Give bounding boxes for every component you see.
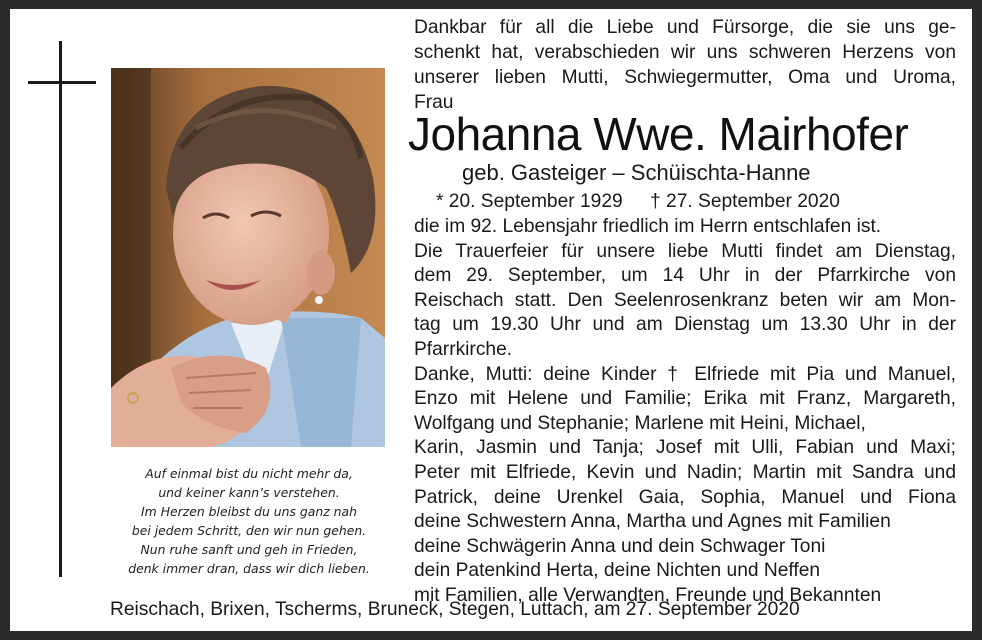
body-line: tag um 19.30 Uhr und am Dienstag um 13.30 Uhr in der <box>414 314 956 336</box>
body-line: Die Trauerfeier für unsere liebe Mutti findet am Dienstag, <box>414 240 956 262</box>
body-line: deine Schwägerin Anna und dein Schwager Toni <box>414 535 826 557</box>
body-line: Patrick, deine Urenkel Gaia, Sophia, Manuel und Fiona <box>414 486 956 508</box>
body-line: dem 29. September, um 14 Uhr in der Pfarrkirche von <box>414 265 956 287</box>
poem <box>117 464 381 578</box>
birth-date: * 20. September 1929 <box>436 191 623 212</box>
announcement-body <box>414 215 956 609</box>
body-line: Pfarrkirche. <box>414 338 513 360</box>
deceased-name: Johanna Wwe. Mairhofer <box>408 108 909 160</box>
portrait-photo <box>111 68 385 447</box>
body-line: Enzo mit Helene und Familie; Erika mit Franz, Margareth, <box>414 388 956 410</box>
body-line: Danke, Mutti: deine Kinder † Elfriede mit Pia und Manuel, <box>414 363 956 385</box>
body-line: Peter mit Elfriede, Kevin und Nadin; Martin mit Sandra und <box>414 461 956 483</box>
life-dates <box>436 189 840 214</box>
intro-line: unserer lieben Mutti, Schwiegermutter, Oma und Uroma, <box>414 67 956 88</box>
body-line: Karin, Jasmin und Tanja; Josef mit Ulli, Fabian und Maxi; <box>414 437 956 459</box>
poem-line: Auf einmal bist du nicht mehr da, <box>145 466 353 481</box>
body-line: deine Schwestern Anna, Martha und Agnes mit Familien <box>414 511 891 533</box>
body-line: die im 92. Lebensjahr friedlich im Herrn entschlafen ist. <box>414 216 882 237</box>
body-line: Wolfgang und Stephanie; Marlene mit Heini, Michael, <box>414 412 866 434</box>
body-line: dein Patenkind Herta, deine Nichten und Neffen <box>414 560 821 582</box>
places-and-date: Reischach, Brixen, Tscherms, Bruneck, Stegen, Luttach, am 27. September 2020 <box>110 599 800 620</box>
birth-name: geb. Gasteiger – Schüischta-Hanne <box>462 160 811 185</box>
poem-line: Nun ruhe sanft und geh in Frieden, <box>140 542 358 557</box>
death-date: † 27. September 2020 <box>650 191 840 212</box>
body-line: mit Familien, alle Verwandten, Freunde und Bekannten <box>414 584 882 606</box>
intro-line: Frau <box>414 92 454 113</box>
intro-line: Dankbar für all die Liebe und Fürsorge, die sie uns ge- <box>414 17 956 38</box>
intro-line: schenkt hat, verabschieden wir uns schweren Herzens von <box>414 42 956 63</box>
poem-line: und keiner kann’s verstehen. <box>158 485 340 500</box>
body-line: Reischach statt. Den Seelenrosenkranz beten wir am Mon- <box>414 289 956 311</box>
poem-line: bei jedem Schritt, den wir nun gehen. <box>131 523 367 538</box>
intro-paragraph <box>414 15 956 115</box>
poem-line: denk immer dran, dass wir dich lieben. <box>128 561 370 576</box>
poem-line: Im Herzen bleibst du uns ganz nah <box>141 504 357 519</box>
obituary-card <box>10 9 972 631</box>
